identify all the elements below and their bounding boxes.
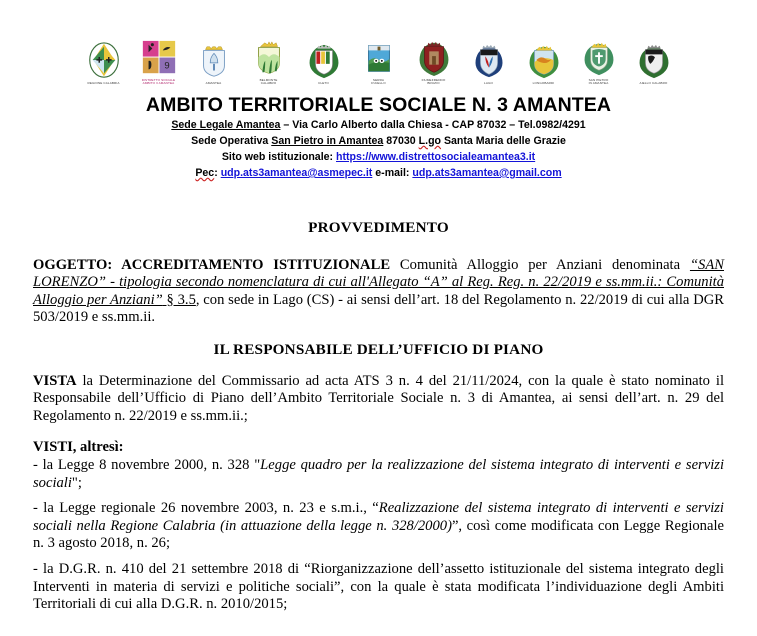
crest-label: DISTRETTO SOCIALE AMBITO 3 AMANTEA [141,77,176,86]
document-title: PROVVEDIMENTO [308,219,449,236]
crest-fiumefreddo-bruzio [412,38,456,86]
crest-cleto [302,41,346,86]
visti-item [33,561,724,614]
subject-plain-1: Comunità Alloggio per Anziani denominata [390,256,690,273]
visti-item [33,457,724,492]
item-plain-1: - la Legge regionale 26 novembre 2003, n. 23 e s.m.i., “ [33,500,379,517]
item-plain-1: - la D.G.R. n. 410 del 21 settembre 2018 di “Riorganizzazione dell’assetto istituzionale del sistema integrato degli Interventi in materia di servizi e politiche sociali”, con la quale è stata modificata l’individuazione degli Ambiti Territoriali di cui alla D.G.R. n. 2010/2015; [33,560,724,613]
website-link[interactable]: https://www.distrettosocialeamantea3.it [336,151,536,163]
item-plain-2: "; [71,474,82,491]
svg-text:9: 9 [163,60,170,72]
vista-label: VISTA [33,372,77,389]
crest-label: AMANTEA [205,81,222,86]
serra-daiello-coat-of-arms-icon [360,38,398,78]
belmonte-calabro-coat-of-arms-icon [250,38,288,78]
crest-label: FIUMEFREDDO BRUZIO [421,77,446,86]
crest-san-pietro-in-amantea [577,38,621,86]
organization-title: AMBITO TERRITORIALE SOCIALE N. 3 AMANTEA [145,94,612,116]
operative-seat-line [0,133,757,149]
crest-label: SAN PIETRO IN AMANTEA [588,77,609,86]
legal-seat-label: Sede Legale Amantea [171,119,281,131]
item-plain-1: - la Legge 8 novembre 2000, n. 328 " [33,456,261,473]
crest-label: LAGO [484,81,493,86]
subject-underline-italic: “SAN LORENZO” - tipologia secondo nomenclatura di cui all'Allegato “A” al Reg. Reg. n. 22/2019 e ss.mm.ii.: Comunità Alloggio per Anziani” [33,256,724,308]
document-body [0,199,757,614]
website-label: Sito web istituzionale: [221,151,336,163]
distretto-sociale-logo-icon [140,38,178,78]
longobardi-coat-of-arms-icon [525,41,563,81]
subject-label: OGGETTO: [33,256,122,273]
crest-label: BELMONTE CALABRO [259,77,278,86]
operative-seat-prefix: Sede Operativa [191,135,272,147]
visti-heading [33,439,724,457]
operative-seat-street: Santa Maria delle Grazie [441,135,566,147]
crest-label: CLETO [318,81,329,86]
san-pietro-in-amantea-coat-of-arms-icon [580,38,618,78]
responsible-heading: IL RESPONSABILE DELL’UFFICIO DI PIANO [213,340,544,358]
regione-calabria-emblem-icon [85,41,123,81]
operative-seat-zip: 87030 [383,135,419,147]
email-label: e-mail: [372,167,413,179]
crest-longobardi [522,41,566,86]
crest-belmonte-calabro [247,38,291,86]
crest-amantea [192,41,236,86]
subject-section-ref: § 3.5 [162,291,196,308]
crest-label: LONGOBARDI [532,81,555,86]
visti-heading-text: VISTI, altresì: [33,439,124,456]
operative-seat-lgo: L.go [418,135,442,147]
coat-of-arms-row [0,26,757,86]
amantea-coat-of-arms-icon [195,41,233,81]
website-line [0,149,757,165]
email-link[interactable]: udp.ats3amantea@gmail.com [412,167,562,179]
subject-plain-2: , con sede in Lago (CS) - ai sensi dell’art. 18 del Regolamento n. 22/2019 di cui alla DGR 503/2019 e ss.mm.ii. [33,291,725,326]
crest-label: REGIONE CALABRIA [87,81,120,86]
item-italic: Legge quadro per la realizzazione del sistema integrato di interventi e servizi sociali [33,456,724,491]
crest-label: SERRA D'AIELLO [371,77,386,86]
vista-paragraph [33,373,724,426]
pec-label: Pec [195,167,215,179]
lago-coat-of-arms-icon [470,41,508,81]
letterhead [0,0,757,181]
subject-bold-part: ACCREDITAMENTO ISTITUZIONALE [121,256,391,273]
aiello-calabro-coat-of-arms-icon [635,41,673,81]
crest-aiello-calabro [632,41,676,86]
subject-paragraph [33,257,724,327]
crest-serra-daiello [357,38,401,86]
pec-email-line [0,165,757,181]
visti-item [33,500,724,553]
pec-colon: : [214,167,221,179]
fiumefreddo-bruzio-coat-of-arms-icon [415,38,453,78]
vista-text: la Determinazione del Commissario ad acta ATS 3 n. 4 del 21/11/2024, con la quale è stato nominato il Responsabile dell’Ufficio di Piano dell’Ambito Territoriale Sociale n. 3 di Amantea, ai sensi dell’art. n. 29 del Regolamento n. 22/2019 e ss.mm.ii.; [33,372,724,424]
legal-seat-line [0,117,757,133]
crest-distretto-sociale [137,38,181,86]
cleto-coat-of-arms-icon [305,41,343,81]
item-italic: Realizzazione del sistema integrato di interventi e servizi sociali nella Regione Calabria (in attuazione della legge n. 328/2000) [33,500,724,534]
pec-link[interactable]: udp.ats3amantea@asmepec.it [220,167,373,179]
crest-lago [467,41,511,86]
crest-label: AIELLO CALABRO [639,81,668,86]
legal-seat-address: – Via Carlo Alberto dalla Chiesa - CAP 87032 – Tel.0982/4291 [280,119,586,131]
operative-seat-label: San Pietro in Amantea [271,135,384,147]
crest-regione-calabria [82,41,126,86]
item-plain-2: ”, così come modificata con Legge Regionale n. 3 agosto 2018, n. 26; [33,517,724,552]
